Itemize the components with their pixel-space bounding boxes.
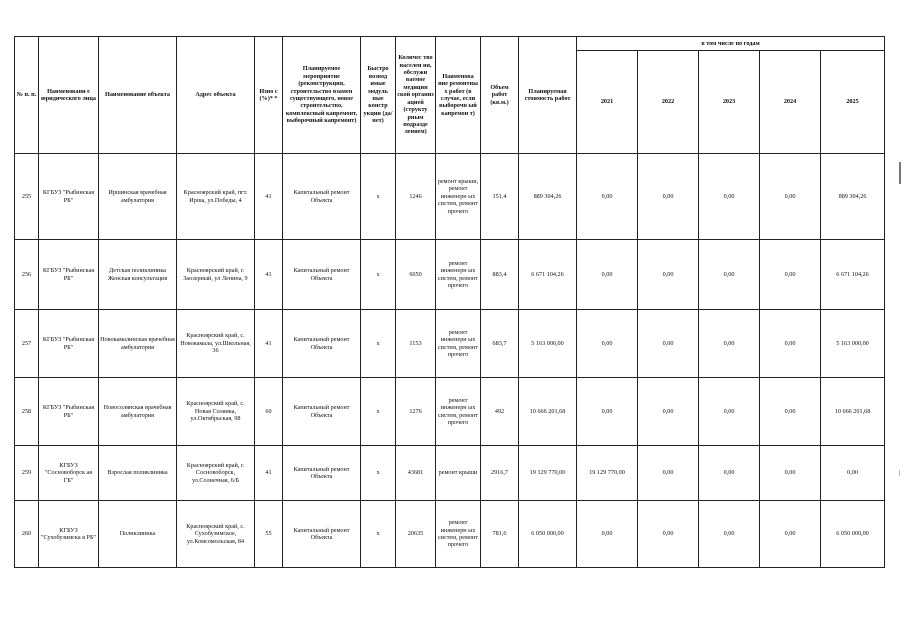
cell-activity: Капитальный ремонт Объекта	[283, 240, 361, 310]
cell-modular: х	[361, 378, 396, 446]
scan-edge-mark	[899, 162, 901, 184]
cell-volume: 781,6	[481, 501, 519, 568]
cell-object: Детская поликлиника Женская консультация	[99, 240, 177, 310]
cell-2021: 0,00	[577, 154, 638, 240]
header-wear: Изно с (%)* *	[255, 37, 283, 154]
header-volume: Объем работ (кв.м.)	[481, 37, 519, 154]
cell-num: 256	[15, 240, 39, 310]
cell-2024: 0,00	[760, 378, 821, 446]
header-num: № п. п.	[15, 37, 39, 154]
cell-2025: 6 671 104,26	[821, 240, 885, 310]
cell-population: 43681	[396, 446, 436, 501]
cell-entity: КГБУЗ "Рыбинская РБ"	[39, 310, 99, 378]
cell-modular: х	[361, 154, 396, 240]
cell-2021: 19 129 770,00	[577, 446, 638, 501]
header-year-2024: 2024	[760, 51, 821, 154]
cell-num: 257	[15, 310, 39, 378]
header-year-2025: 2025	[821, 51, 885, 154]
cell-2021: 0,00	[577, 310, 638, 378]
cell-cost: 889 304,26	[519, 154, 577, 240]
cell-object: Взрослая поликлиника	[99, 446, 177, 501]
header-year-2022: 2022	[638, 51, 699, 154]
cell-repairs: ремонт инженерн ых систем, ремонт прочего	[436, 310, 481, 378]
cell-2024: 0,00	[760, 310, 821, 378]
table-row	[15, 501, 885, 568]
header-repair-types: Наименова ние ремонтны х работ (в случае, если выборочн ый капремон т)	[436, 37, 481, 154]
cell-wear: 41	[255, 240, 283, 310]
cell-population: 1276	[396, 378, 436, 446]
cell-wear: 55	[255, 501, 283, 568]
cell-cost: 6 050 000,00	[519, 501, 577, 568]
header-years-group: в том числе по годам	[577, 37, 885, 51]
cell-modular: х	[361, 446, 396, 501]
cell-entity: КГБУЗ "Рыбинская РБ"	[39, 154, 99, 240]
cell-entity: КГБУЗ "Рыбинская РБ"	[39, 240, 99, 310]
cell-2025: 5 163 000,00	[821, 310, 885, 378]
header-year-2021: 2021	[577, 51, 638, 154]
cell-2022: 0,00	[638, 446, 699, 501]
cell-population: 1246	[396, 154, 436, 240]
cell-address: Красноярский край, г. Сосновоборск, ул.Солнечная, 6/Б	[177, 446, 255, 501]
cell-2021: 0,00	[577, 240, 638, 310]
table-row	[15, 310, 885, 378]
cell-2024: 0,00	[760, 154, 821, 240]
cell-num: 258	[15, 378, 39, 446]
cell-2025: 6 050 000,00	[821, 501, 885, 568]
header-year-2023: 2023	[699, 51, 760, 154]
capital-repair-table	[14, 36, 885, 568]
cell-object: Новосолянская врачебная амбулатория	[99, 378, 177, 446]
cell-volume: 2916,7	[481, 446, 519, 501]
cell-activity: Капитальный ремонт Объекта	[283, 310, 361, 378]
cell-volume: 683,7	[481, 310, 519, 378]
cell-repairs: ремонт инженерн ых систем, ремонт прочего	[436, 501, 481, 568]
cell-volume: 883,4	[481, 240, 519, 310]
cell-num: 260	[15, 501, 39, 568]
cell-address: Красноярский край, г. Заозерный, ул Ленина, 9	[177, 240, 255, 310]
document-sheet	[14, 36, 885, 568]
cell-wear: 41	[255, 154, 283, 240]
cell-repairs: ремонт инженерн ых систем, ремонт прочего	[436, 378, 481, 446]
cell-cost: 6 671 104,26	[519, 240, 577, 310]
cell-address: Красноярский край, с. Новая Солянка, ул.Октябрьская, 98	[177, 378, 255, 446]
cell-population: 1153	[396, 310, 436, 378]
cell-wear: 60	[255, 378, 283, 446]
cell-2022: 0,00	[638, 378, 699, 446]
cell-repairs: ремонт крыши, ремонт инженерн ых систем, ремонт прочего	[436, 154, 481, 240]
cell-2024: 0,00	[760, 446, 821, 501]
cell-entity: КГБУЗ "Сухобузимска я РБ"	[39, 501, 99, 568]
cell-2025: 10 666 201,68	[821, 378, 885, 446]
table-row	[15, 154, 885, 240]
cell-activity: Капитальный ремонт Объекта	[283, 378, 361, 446]
cell-volume: 151,4	[481, 154, 519, 240]
cell-2022: 0,00	[638, 240, 699, 310]
cell-2022: 0,00	[638, 310, 699, 378]
header-address: Адрес объекта	[177, 37, 255, 154]
cell-repairs: ремонт инженерн ых систем, ремонт прочего	[436, 240, 481, 310]
cell-activity: Капитальный ремонт Объекта	[283, 501, 361, 568]
cell-2023: 0,00	[699, 310, 760, 378]
cell-address: Красноярский край, пгт. Ирша, ул.Победы, 4	[177, 154, 255, 240]
cell-address: Красноярский край, с. Новокамала, ул.Школьная, 36	[177, 310, 255, 378]
cell-2023: 0,00	[699, 154, 760, 240]
header-legal-entity: Наименовани е юридического лица	[39, 37, 99, 154]
header-population: Количес тво населен ия, обслужи ваемое медицин ской организ ацией (структу рным подразде лением)	[396, 37, 436, 154]
cell-wear: 41	[255, 446, 283, 501]
cell-activity: Капитальный ремонт Объекта	[283, 154, 361, 240]
cell-object: Новокамалинская врачебная амбулатория	[99, 310, 177, 378]
cell-repairs: ремонт крыши	[436, 446, 481, 501]
cell-2025: 0,00	[821, 446, 885, 501]
cell-population: 6050	[396, 240, 436, 310]
cell-address: Красноярский край, с. Сухобузимское, ул.Комсомольская, 84	[177, 501, 255, 568]
cell-population: 20635	[396, 501, 436, 568]
cell-num: 255	[15, 154, 39, 240]
cell-num: 259	[15, 446, 39, 501]
cell-modular: х	[361, 240, 396, 310]
header-planned-activity: Планируемое мероприятие (реконструкция, строительство взамен существующего, новое строительство, комплексный капремонт, выборочный капремонт)	[283, 37, 361, 154]
scan-dust-mark	[899, 470, 900, 476]
cell-modular: х	[361, 310, 396, 378]
cell-2021: 0,00	[577, 501, 638, 568]
cell-entity: КГБУЗ "Рыбинская РБ"	[39, 378, 99, 446]
cell-2022: 0,00	[638, 154, 699, 240]
cell-object: Поликлиника	[99, 501, 177, 568]
header-object-name: Наименование объекта	[99, 37, 177, 154]
cell-volume: 492	[481, 378, 519, 446]
cell-activity: Капитальный ремонт Объекта	[283, 446, 361, 501]
table-header	[15, 37, 885, 154]
cell-2024: 0,00	[760, 501, 821, 568]
cell-wear: 41	[255, 310, 283, 378]
table-body	[15, 154, 885, 568]
cell-2022: 0,00	[638, 501, 699, 568]
table-row	[15, 378, 885, 446]
cell-cost: 19 129 770,00	[519, 446, 577, 501]
cell-2023: 0,00	[699, 378, 760, 446]
cell-2024: 0,00	[760, 240, 821, 310]
header-modular: Быстро возвод имые модуль ные констр укции (да/нет)	[361, 37, 396, 154]
cell-2025: 889 304,26	[821, 154, 885, 240]
table-row	[15, 446, 885, 501]
cell-cost: 10 666 201,68	[519, 378, 577, 446]
cell-2021: 0,00	[577, 378, 638, 446]
cell-modular: х	[361, 501, 396, 568]
cell-object: Иршинская врачебная амбулатория	[99, 154, 177, 240]
table-row	[15, 240, 885, 310]
cell-2023: 0,00	[699, 501, 760, 568]
cell-2023: 0,00	[699, 240, 760, 310]
cell-cost: 5 163 000,00	[519, 310, 577, 378]
cell-entity: КГБУЗ "Сосновоборск ая ГБ"	[39, 446, 99, 501]
header-cost: Планируемая стоимость работ	[519, 37, 577, 154]
cell-2023: 0,00	[699, 446, 760, 501]
